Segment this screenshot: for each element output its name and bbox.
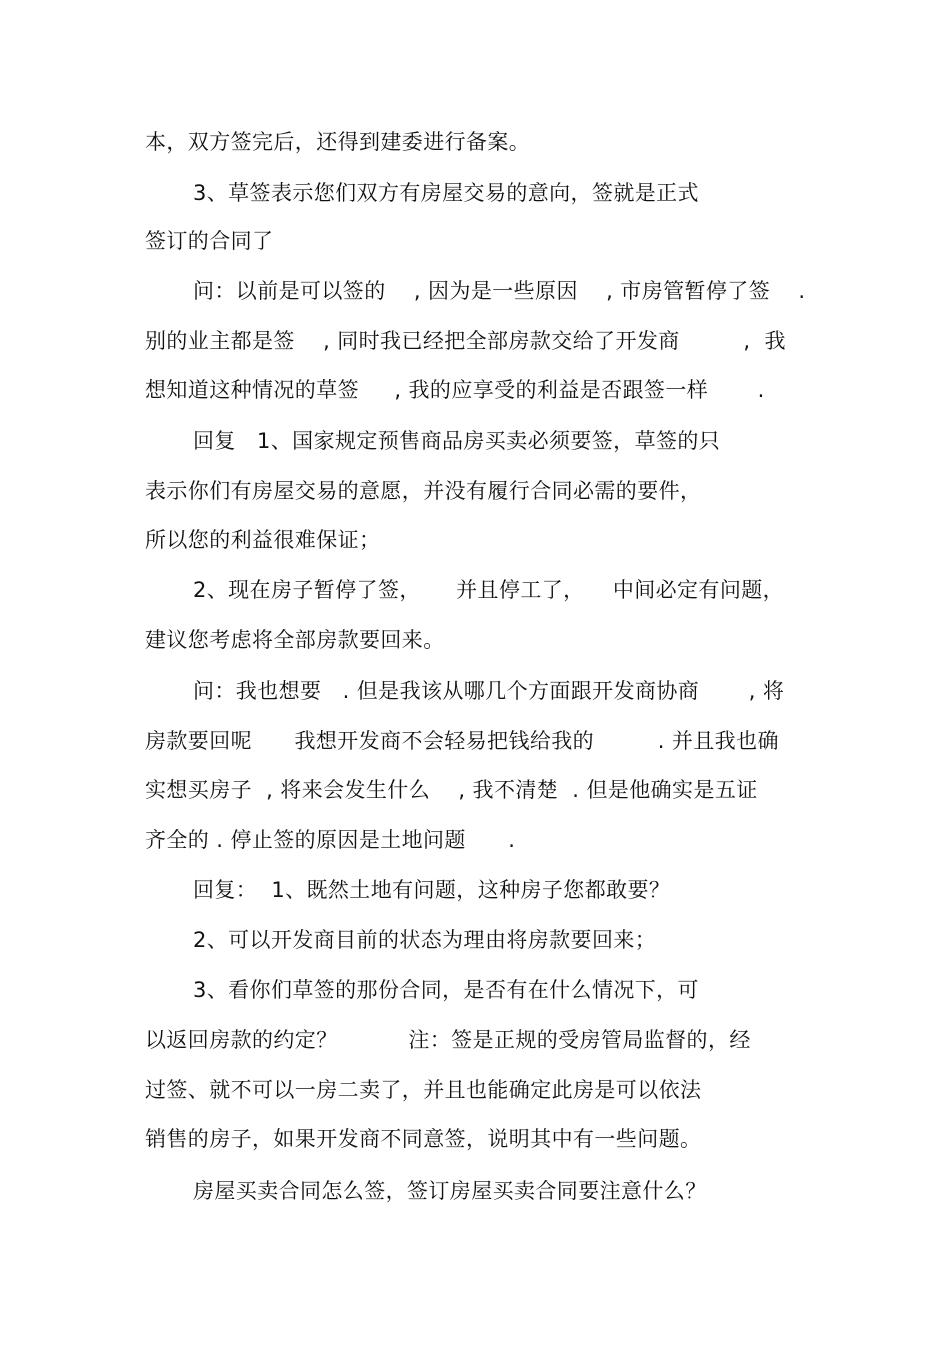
text-line: 本，双方签完后，还得到建委进行备案。 <box>145 130 531 154</box>
text-line: 实想买房子 , 将来会发生什么 , 我不清楚 . 但是他确实是五证 <box>145 778 758 802</box>
text-line: 齐全的 . 停止签的原因是土地问题 . <box>145 828 516 852</box>
text-line: 问：我也想要 . 但是我该从哪几个方面跟开发商协商 , 将 <box>193 679 785 703</box>
text-line: 3、草签表示您们双方有房屋交易的意向，签就是正式 <box>193 181 699 205</box>
text-line: 签订的合同了 <box>145 229 274 253</box>
text-line: 所以您的利益很难保证； <box>145 528 381 552</box>
text-line: 表示你们有房屋交易的意愿，并没有履行合同必需的要件， <box>145 479 702 503</box>
text-line: 问：以前是可以签的 , 因为是一些原因 , 市房管暂停了签 . <box>193 279 806 303</box>
text-line: 2、现在房子暂停了签， 并且停工了， 中间必定有问题， <box>193 578 785 602</box>
text-line: 销售的房子，如果开发商不同意签，说明其中有一些问题。 <box>145 1127 702 1151</box>
text-line: 建议您考虑将全部房款要回来。 <box>145 628 445 652</box>
text-line: 3、看你们草签的那份合同，是否有在什么情况下，可 <box>193 978 699 1002</box>
text-line: 过签、就不可以一房二卖了，并且也能确定此房是可以依法 <box>145 1078 702 1102</box>
text-line: 想知道这种情况的草签 , 我的应享受的利益是否跟签一样 . <box>145 378 765 402</box>
text-line: 房屋买卖合同怎么签，签订房屋买卖合同要注意什么？ <box>193 1179 707 1203</box>
text-line: 以返回房款的约定？ 注：签是正规的受房管局监督的，经 <box>145 1028 751 1052</box>
text-line: 房款要回呢 我想开发商不会轻易把钱给我的 . 并且我也确 <box>145 729 779 753</box>
text-line: 别的业主都是签 , 同时我已经把全部房款交给了开发商 , 我 <box>145 329 786 353</box>
text-line: 2、可以开发商目前的状态为理由将房款要回来； <box>193 928 657 952</box>
text-line: 回复 1、国家规定预售商品房买卖必须要签，草签的只 <box>193 429 721 453</box>
text-line: 回复： 1、既然土地有问题，这种房子您都敢要？ <box>193 878 671 902</box>
